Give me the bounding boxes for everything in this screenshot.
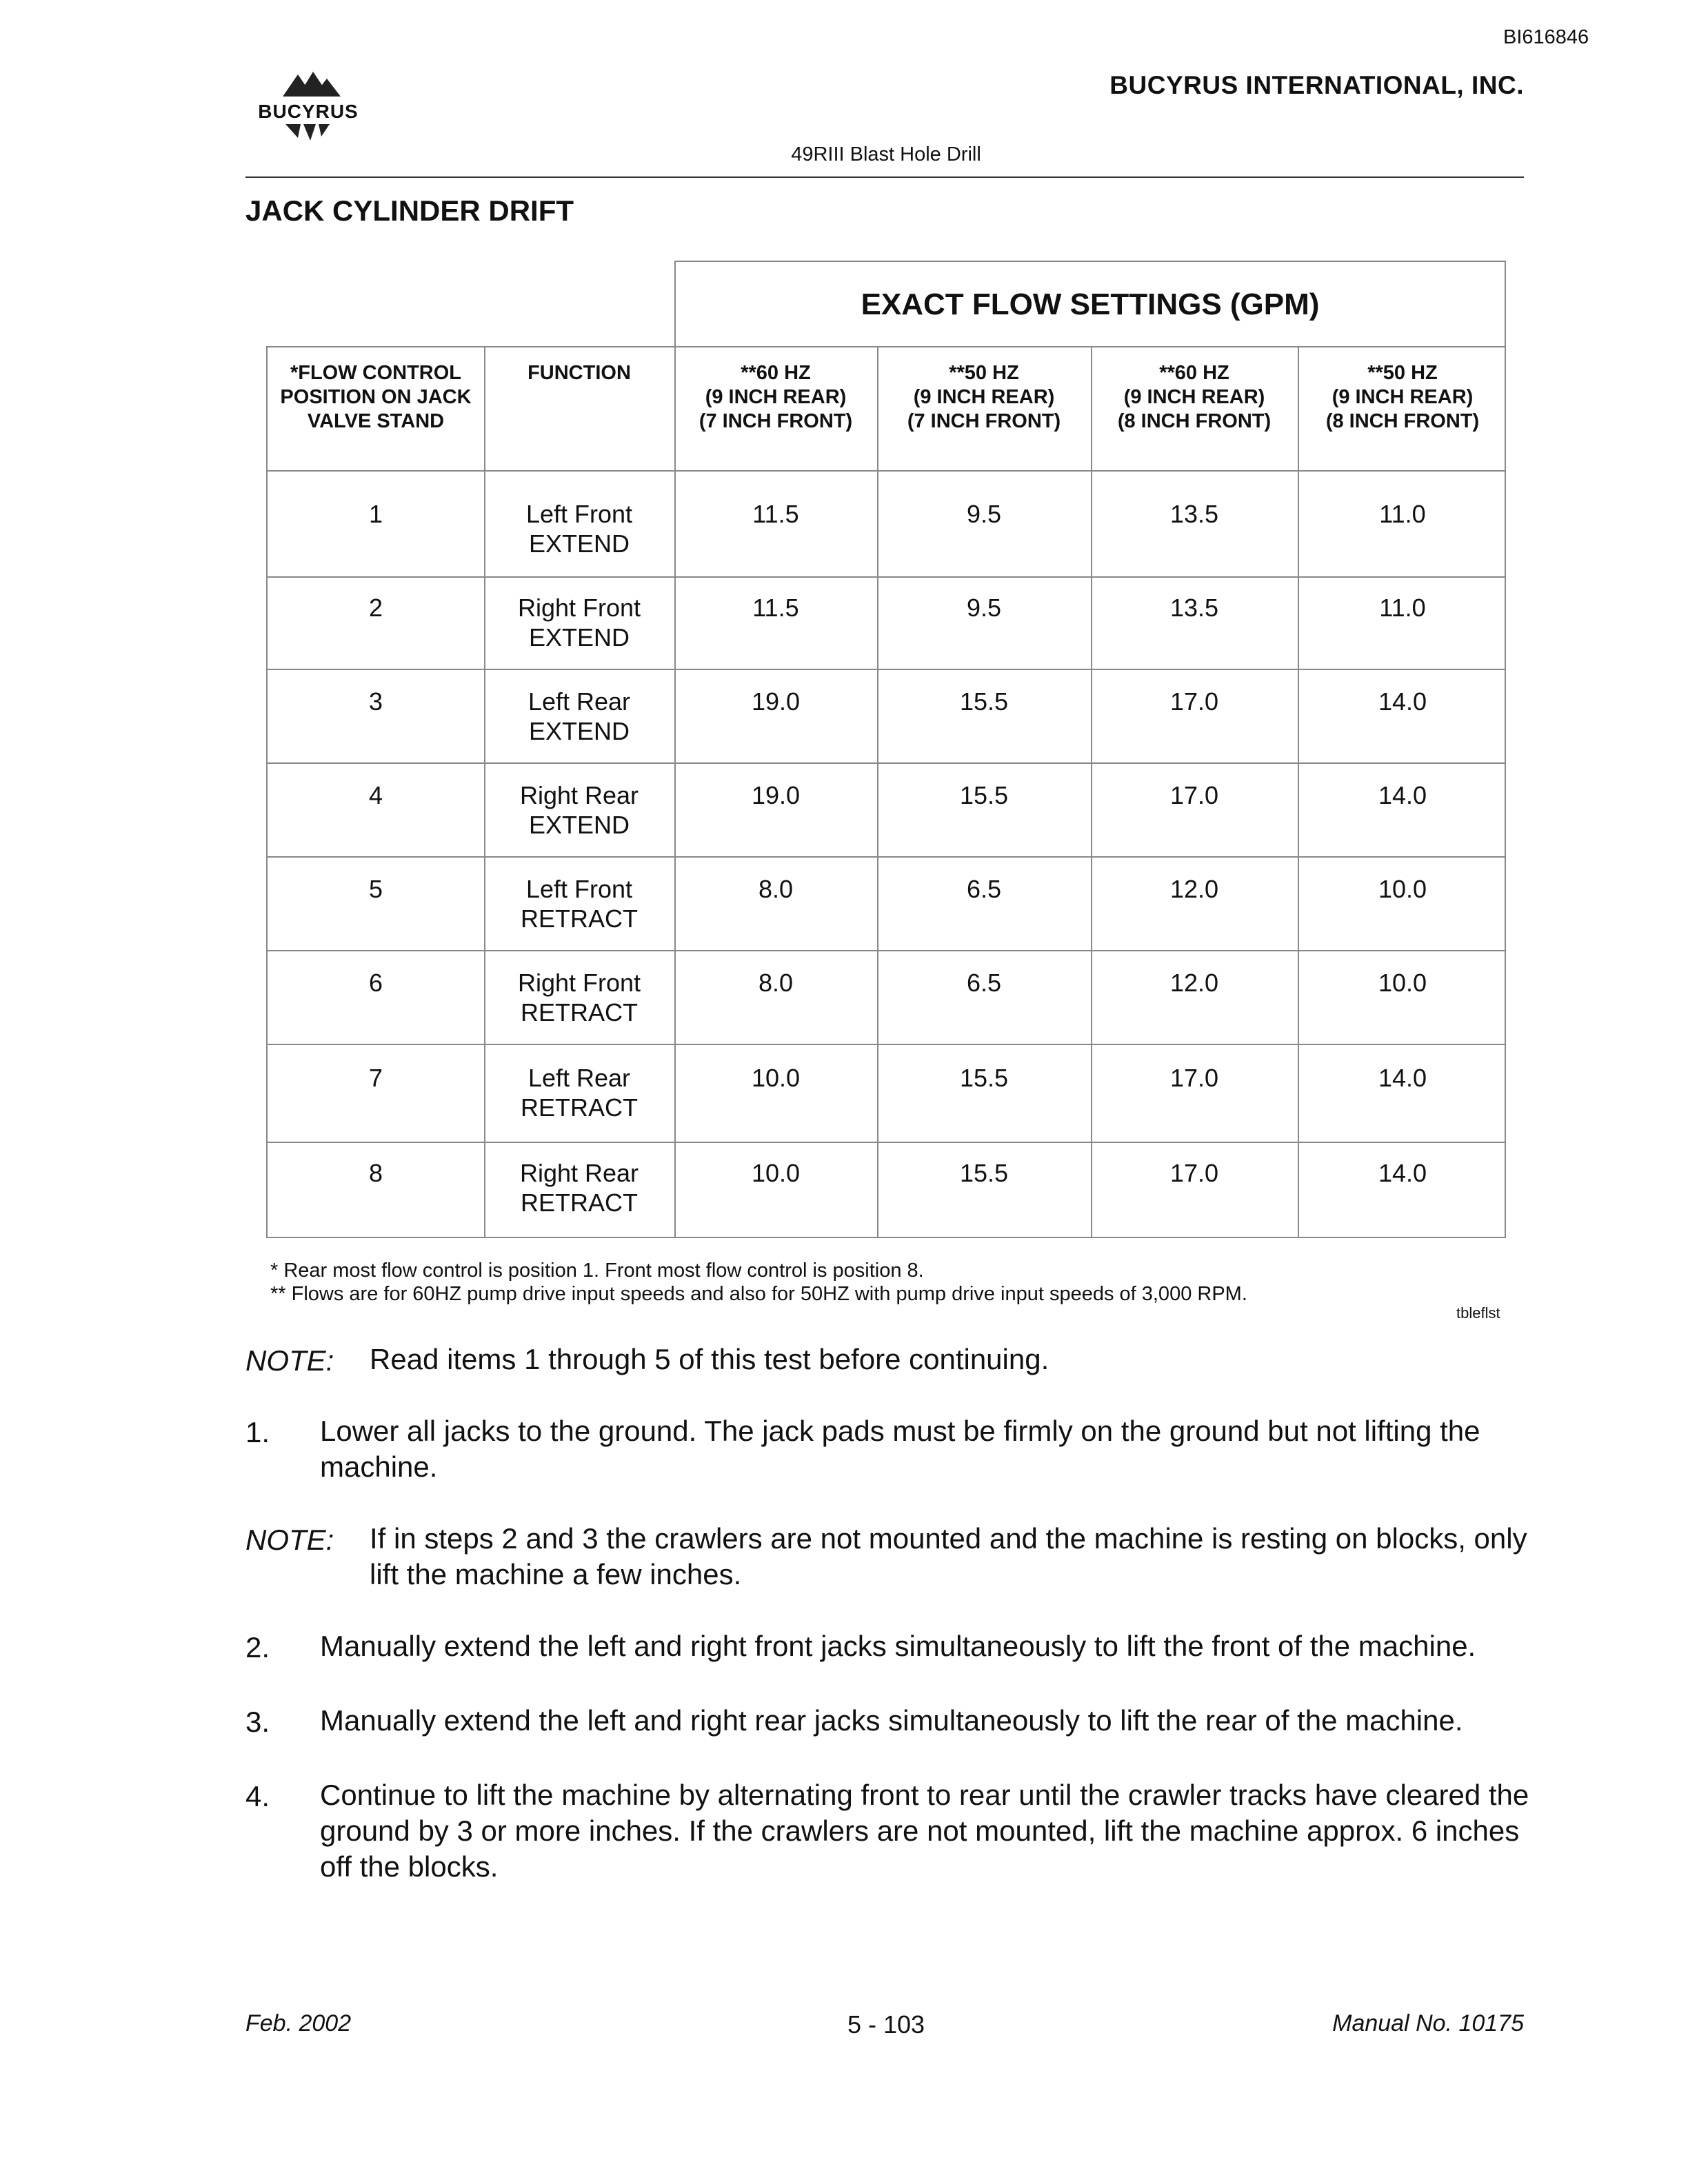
- column-header-60hz-8in: [1091, 361, 1298, 434]
- flow-value-cell: 6.5: [966, 969, 1002, 997]
- header-line: (9 INCH REAR): [1123, 386, 1265, 408]
- flow-value-cell: 11.5: [752, 594, 799, 622]
- column-header-50hz-7in: [877, 361, 1091, 434]
- section-title: JACK CYLINDER DRIFT: [245, 194, 574, 227]
- flow-value-cell: 15.5: [959, 781, 1009, 809]
- header-line: (8 INCH FRONT): [1117, 410, 1272, 432]
- column-header-position: [268, 361, 484, 434]
- header-line: **60 HZ: [741, 362, 811, 384]
- flow-value-cell: 19.0: [751, 781, 801, 809]
- row-divider: [268, 1142, 1505, 1143]
- header-line: FUNCTION: [528, 362, 631, 384]
- note-text: If in steps 2 and 3 the crawlers are not mounted and the machine is resting on blocks, only lift the machine a few inches.: [370, 1522, 1527, 1590]
- step-text: Continue to lift the machine by alternating front to rear until the crawler tracks have cleared the ground by 3 or more inches. If the crawlers are not mounted, lift the machine approx. 6 inches off the blocks.: [320, 1779, 1529, 1883]
- footnote: ** Flows are for 60HZ pump drive input speeds and also for 50HZ with pump drive input speeds of 3,000 RPM.: [270, 1283, 1247, 1305]
- flow-value-cell: 6.5: [966, 875, 1002, 903]
- function-action: RETRACT: [521, 1093, 638, 1122]
- document-subtitle: 49RIII Blast Hole Drill: [791, 143, 981, 165]
- step-number: 4.: [245, 1780, 270, 1812]
- row-divider: [268, 950, 1505, 951]
- position-cell: 3: [368, 687, 383, 716]
- step-number: 3.: [245, 1706, 270, 1738]
- footer-date: Feb. 2002: [245, 2010, 352, 2036]
- position-cell: 2: [368, 594, 383, 622]
- flow-value-cell: 14.0: [1378, 1159, 1427, 1187]
- flow-value-cell: 15.5: [959, 687, 1009, 716]
- header-line: VALVE STAND: [307, 410, 445, 432]
- row-divider: [268, 856, 1505, 858]
- function-name: Left Rear: [528, 687, 631, 716]
- bucyrus-logo: [245, 69, 371, 152]
- flow-value-cell: 11.0: [1379, 500, 1426, 528]
- function-action: RETRACT: [521, 904, 638, 933]
- header-line: POSITION ON JACK: [280, 386, 472, 408]
- header-line: (8 INCH FRONT): [1325, 410, 1480, 432]
- flow-value-cell: 14.0: [1378, 687, 1427, 716]
- manual-number: Manual No. 10175: [1332, 2010, 1524, 2036]
- flow-value-cell: 14.0: [1378, 781, 1427, 809]
- row-divider: [268, 669, 1505, 670]
- function-cell: [484, 1063, 674, 1122]
- function-name: Right Front: [517, 594, 641, 622]
- position-cell: 6: [368, 969, 383, 997]
- function-name: Right Rear: [519, 781, 639, 809]
- note-label: NOTE:: [245, 1524, 334, 1556]
- function-action: RETRACT: [521, 1189, 638, 1217]
- flow-value-cell: 11.5: [752, 500, 799, 528]
- flow-value-cell: 14.0: [1378, 1064, 1427, 1092]
- function-cell: [484, 874, 674, 933]
- row-divider: [268, 470, 1505, 472]
- step-text: Manually extend the left and right front jacks simultaneously to lift the front of the machine.: [320, 1630, 1476, 1662]
- flow-value-cell: 13.5: [1169, 500, 1219, 528]
- page-number: 5 - 103: [847, 2010, 925, 2039]
- flow-value-cell: 9.5: [966, 594, 1002, 622]
- flow-value-cell: 17.0: [1169, 1159, 1219, 1187]
- header-line: (7 INCH FRONT): [907, 410, 1061, 432]
- flow-value-cell: 10.0: [1378, 875, 1427, 903]
- header-line: *FLOW CONTROL: [290, 362, 462, 384]
- function-action: RETRACT: [521, 998, 638, 1027]
- table-footnotes: [270, 1259, 1247, 1306]
- flow-value-cell: 9.5: [966, 500, 1002, 528]
- flow-value-cell: 19.0: [751, 687, 801, 716]
- position-cell: 8: [368, 1159, 383, 1187]
- header-line: (9 INCH REAR): [705, 386, 847, 408]
- column-header-60hz-7in: [674, 361, 877, 434]
- row-divider: [268, 1044, 1505, 1045]
- flow-settings-table: [266, 346, 1506, 1238]
- function-name: Right Front: [517, 969, 641, 997]
- function-name: Left Rear: [528, 1064, 631, 1092]
- flow-value-cell: 15.5: [959, 1159, 1009, 1187]
- header-line: **50 HZ: [949, 362, 1019, 384]
- flow-value-cell: 10.0: [751, 1159, 801, 1187]
- flow-value-cell: 12.0: [1169, 969, 1219, 997]
- function-name: Left Front: [525, 500, 633, 528]
- column-header-function: [484, 361, 674, 385]
- document-id: BI616846: [1503, 26, 1589, 48]
- step-text: Manually extend the left and right rear jacks simultaneously to lift the rear of the machine.: [320, 1704, 1463, 1737]
- function-cell: [484, 1158, 674, 1217]
- function-cell: [484, 780, 674, 840]
- function-name: Left Front: [525, 875, 633, 903]
- logo-wordmark: BUCYRUS: [258, 101, 359, 122]
- function-cell: [484, 687, 674, 746]
- note-text: Read items 1 through 5 of this test before continuing.: [370, 1343, 1049, 1375]
- function-cell: [484, 499, 674, 558]
- flow-value-cell: 8.0: [758, 969, 794, 997]
- flow-value-cell: 8.0: [758, 875, 794, 903]
- header-line: (9 INCH REAR): [913, 386, 1055, 408]
- flow-value-cell: 15.5: [959, 1064, 1009, 1092]
- column-header-50hz-8in: [1298, 361, 1507, 434]
- flow-value-cell: 12.0: [1169, 875, 1219, 903]
- flow-value-cell: 17.0: [1169, 1064, 1219, 1092]
- note-label: NOTE:: [245, 1344, 334, 1377]
- function-action: EXTEND: [528, 717, 630, 745]
- header-rule: [245, 176, 1524, 178]
- company-name: BUCYRUS INTERNATIONAL, INC.: [1109, 71, 1524, 99]
- header-line: (9 INCH REAR): [1332, 386, 1474, 408]
- function-action: EXTEND: [528, 623, 630, 651]
- function-action: EXTEND: [528, 529, 630, 558]
- function-cell: [484, 968, 674, 1027]
- position-cell: 1: [368, 500, 383, 528]
- position-cell: 7: [368, 1064, 383, 1092]
- position-cell: 5: [368, 875, 383, 903]
- flow-value-cell: 10.0: [751, 1064, 801, 1092]
- footnote: * Rear most flow control is position 1. Front most flow control is position 8.: [270, 1260, 924, 1282]
- table-code: tbleflst: [1456, 1304, 1500, 1322]
- function-action: EXTEND: [528, 811, 630, 839]
- position-cell: 4: [368, 781, 383, 809]
- row-divider: [268, 762, 1505, 764]
- table-title: EXACT FLOW SETTINGS (GPM): [674, 261, 1506, 347]
- function-name: Right Rear: [519, 1159, 639, 1187]
- header-line: **50 HZ: [1367, 362, 1438, 384]
- step-number: 1.: [245, 1416, 270, 1448]
- row-divider: [268, 576, 1505, 578]
- header-line: (7 INCH FRONT): [699, 410, 853, 432]
- flow-value-cell: 13.5: [1169, 594, 1219, 622]
- header-line: **60 HZ: [1159, 362, 1229, 384]
- flow-value-cell: 17.0: [1169, 687, 1219, 716]
- function-cell: [484, 593, 674, 652]
- flow-value-cell: 11.0: [1379, 594, 1426, 622]
- flow-value-cell: 17.0: [1169, 781, 1219, 809]
- flow-value-cell: 10.0: [1378, 969, 1427, 997]
- step-text: Lower all jacks to the ground. The jack pads must be firmly on the ground but not lifting the machine.: [320, 1415, 1480, 1483]
- step-number: 2.: [245, 1631, 270, 1664]
